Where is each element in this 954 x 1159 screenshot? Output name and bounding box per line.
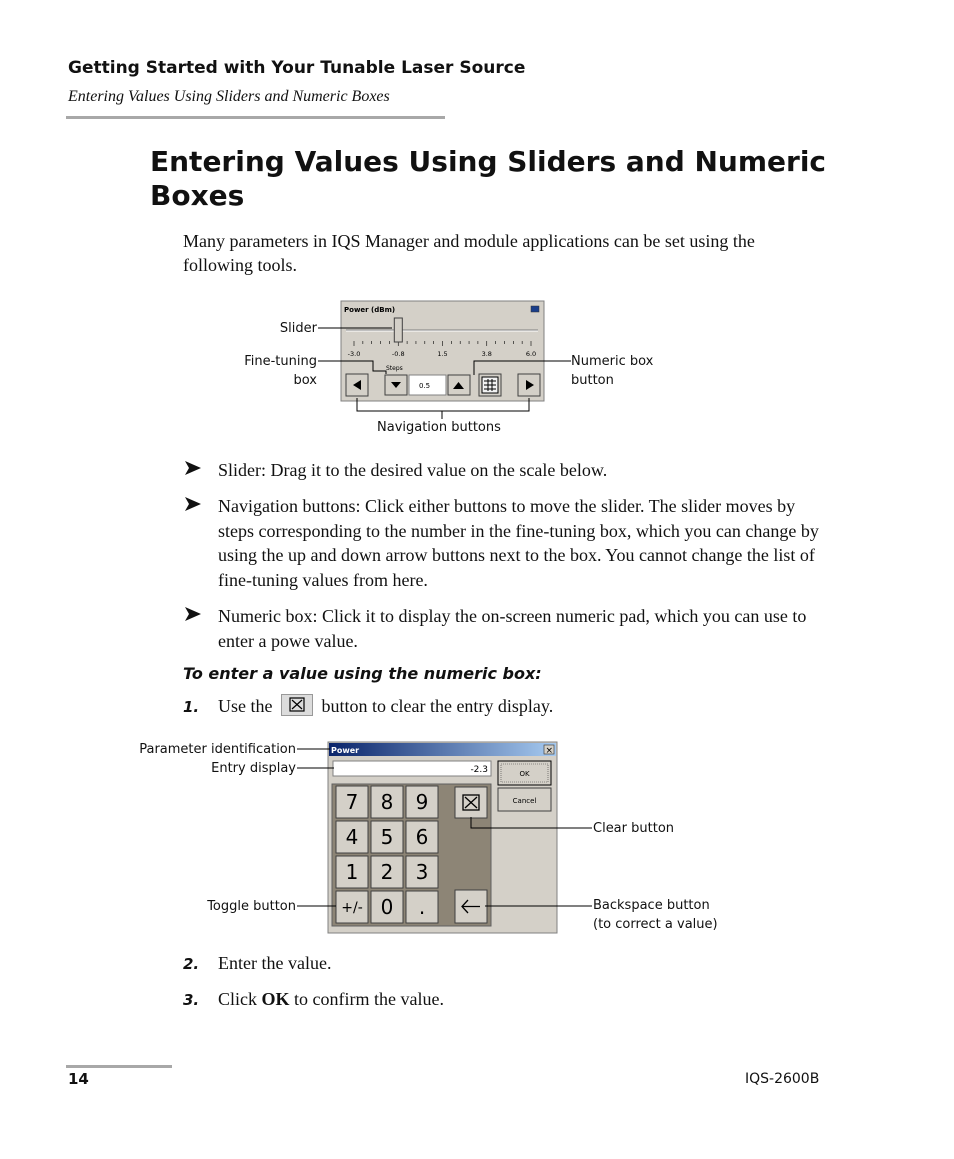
panel-indicator-icon xyxy=(531,306,539,312)
step-number: 1. xyxy=(183,698,200,716)
clear-icon xyxy=(281,694,313,716)
document-id: IQS-2600B xyxy=(745,1071,820,1087)
step-3 xyxy=(183,989,444,1010)
step-text: Enter the value. xyxy=(218,953,332,973)
slider-tick-label: -0.8 xyxy=(391,350,405,358)
bullet-arrow-icon xyxy=(185,461,201,475)
step-text-before: Use the xyxy=(218,696,273,716)
keypad-key-label: 3 xyxy=(415,860,429,884)
numeric-pad-title-bar xyxy=(329,743,556,756)
ok-button-label: OK xyxy=(519,770,530,778)
keypad-key-7[interactable] xyxy=(336,786,368,818)
callout-fine-tuning-line1: Fine-tuning xyxy=(244,354,317,369)
keypad-key-label: 8 xyxy=(380,790,394,814)
slider-tick-label: 1.5 xyxy=(437,350,448,358)
slider-figure xyxy=(0,0,954,450)
close-icon: × xyxy=(545,746,554,756)
keypad-key-decimal[interactable] xyxy=(406,891,438,923)
callout-navigation-buttons: Navigation buttons xyxy=(377,420,501,435)
steps-label: Steps xyxy=(386,365,403,372)
keypad-key-label: 5 xyxy=(380,825,394,849)
keypad-key-5[interactable] xyxy=(371,821,403,853)
numeric-pad-title: Power xyxy=(331,746,360,755)
entry-display[interactable] xyxy=(333,761,491,776)
fine-tuning-value: 0.5 xyxy=(419,382,431,390)
keypad-key-9[interactable] xyxy=(406,786,438,818)
cancel-button[interactable] xyxy=(498,788,551,811)
keypad-key-label: 0 xyxy=(380,895,394,919)
keypad-key-label: +/- xyxy=(341,900,363,916)
page-number: 14 xyxy=(68,1070,89,1088)
bullet-item-slider xyxy=(185,458,825,483)
ok-keyword: OK xyxy=(261,989,290,1009)
keypad-key-1[interactable] xyxy=(336,856,368,888)
step-number: 2. xyxy=(183,955,200,973)
keypad-key-6[interactable] xyxy=(406,821,438,853)
cancel-button-label: Cancel xyxy=(512,797,537,805)
step-number: 3. xyxy=(183,991,200,1009)
bullet-item-navigation xyxy=(185,494,825,592)
step-1 xyxy=(183,694,553,717)
keypad-key-8[interactable] xyxy=(371,786,403,818)
bullet-item-numeric-box xyxy=(185,604,825,653)
navigate-right-button[interactable] xyxy=(518,374,540,396)
bullet-text: Numeric box: Click it to display the on-screen numeric pad, which you can use to enter a powe value. xyxy=(218,606,807,651)
callout-clear-button: Clear button xyxy=(593,821,675,836)
callout-parameter-identification: Parameter identification xyxy=(139,742,296,757)
window-close-button[interactable] xyxy=(544,745,554,756)
keypad-key-label: 2 xyxy=(380,860,394,884)
callout-toggle-button: Toggle button xyxy=(207,899,296,914)
keypad-key-label: 9 xyxy=(415,790,429,814)
slider-tick-label: -3.0 xyxy=(347,350,361,358)
callout-slider: Slider xyxy=(279,321,317,336)
slider-tick-label: 6.0 xyxy=(525,350,537,358)
clear-button[interactable] xyxy=(455,787,487,818)
section-heading: Entering Values Using Sliders and Numeric Boxes xyxy=(150,145,827,212)
keypad-key-toggle[interactable] xyxy=(336,891,368,923)
keypad-key-label: 6 xyxy=(415,825,429,849)
step-text-after: button to clear the entry display. xyxy=(321,696,554,716)
step-2 xyxy=(183,953,331,974)
bullet-arrow-icon xyxy=(185,497,201,511)
callout-numeric-box-line1: Numeric box xyxy=(571,354,654,369)
slider-tick-label: 3.8 xyxy=(481,350,492,358)
keypad-key-label: 7 xyxy=(345,790,359,814)
step-up-button[interactable] xyxy=(448,375,470,395)
callout-backspace-line2: (to correct a value) xyxy=(593,917,718,932)
numeric-pad-figure xyxy=(0,730,954,945)
backspace-button[interactable] xyxy=(455,890,487,923)
running-header-title: Getting Started with Your Tunable Laser Source xyxy=(68,58,526,78)
slider-thumb[interactable] xyxy=(394,318,402,342)
bullet-text: Slider: Drag it to the desired value on the scale below. xyxy=(218,460,608,480)
keypad-key-2[interactable] xyxy=(371,856,403,888)
entry-display-value: -2.3 xyxy=(470,765,488,775)
numeric-box-button[interactable] xyxy=(479,374,501,396)
callout-backspace-line1: Backspace button xyxy=(593,898,710,913)
step-text-after: to confirm the value. xyxy=(294,989,444,1009)
procedure-title: To enter a value using the numeric box: xyxy=(183,664,542,683)
intro-paragraph: Many parameters in IQS Manager and module applications can be set using the following tools. xyxy=(183,231,755,275)
keypad-key-3[interactable] xyxy=(406,856,438,888)
running-header-subtitle: Entering Values Using Sliders and Numeric Boxes xyxy=(68,88,390,105)
keypad-key-label: . xyxy=(418,895,426,919)
step-down-button[interactable] xyxy=(385,375,407,395)
callout-numeric-box-line2: button xyxy=(571,373,614,388)
keypad-key-0[interactable] xyxy=(371,891,403,923)
step-text-before: Click xyxy=(218,989,257,1009)
footer-rule xyxy=(66,1065,172,1068)
keypad-key-label: 1 xyxy=(345,860,359,884)
navigate-left-button[interactable] xyxy=(346,374,368,396)
keypad-key-4[interactable] xyxy=(336,821,368,853)
slider-panel-title: Power (dBm) xyxy=(344,306,396,314)
callout-fine-tuning-line2: box xyxy=(293,373,317,388)
callout-entry-display: Entry display xyxy=(211,761,296,776)
keypad-key-label: 4 xyxy=(345,825,359,849)
bullet-text: Navigation buttons: Click either buttons to move the slider. The slider moves by steps corresponding to the number in the fine-tuning box, which you can change by using the up and down arrow buttons next to the box. You cannot change the list of fine-tuning values from here. xyxy=(218,496,819,590)
ok-button[interactable] xyxy=(498,761,551,785)
bullet-arrow-icon xyxy=(185,607,201,621)
